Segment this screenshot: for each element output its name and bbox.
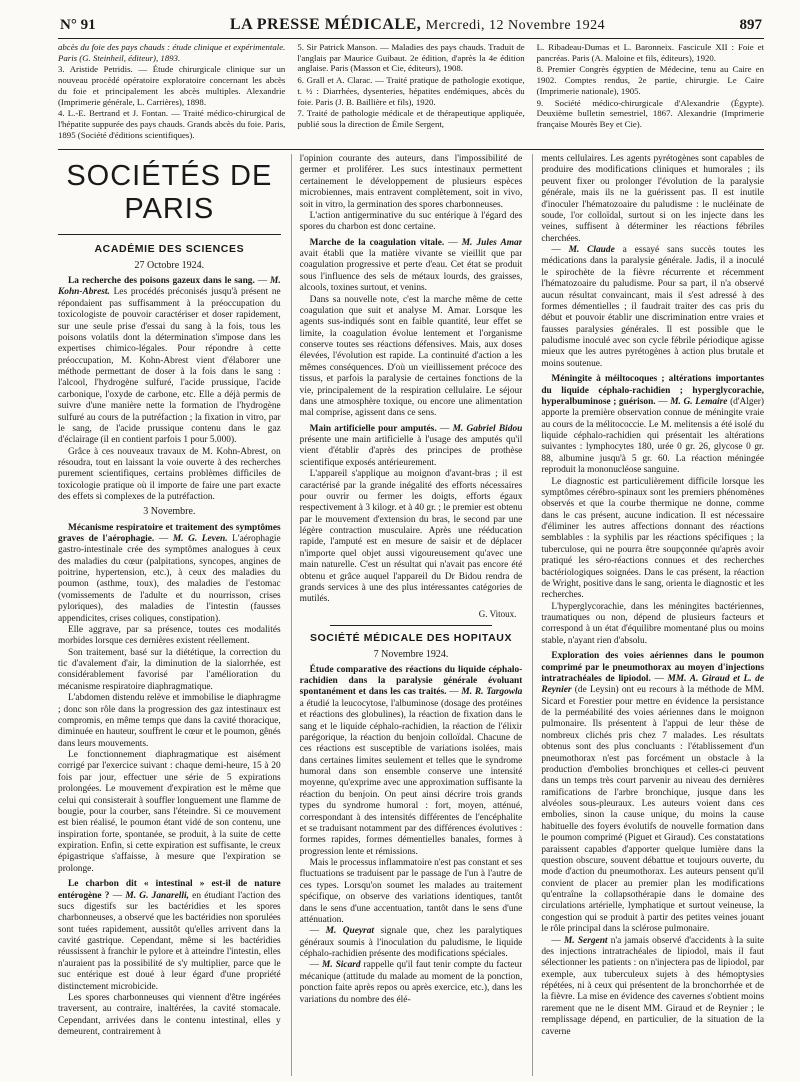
paragraph: — M. Sergent n'a jamais observé d'accidents à la suite des injections intratrachéales de lipiodol, mais il faut sélectionner les patients : on n'injectera pas de lipiodol, par exemple, aux tuberculeux sujets à des hémoptysies répétées, ni à ceux qui présentent de la bronchorrhée et de la fièvre. La mise en évidence des cavernes s'obtient moins rarement que ne le disent MM. Giraud et de Reynier ; le remplissage dépend, en particulier, de la situation de la caverne	[541, 935, 765, 1037]
paragraph: — M. Claude a essayé sans succès toutes les médications dans la paralysie générale. Jadis, il a inoculé le spirochète de la fièvre récurrente et récemment l'hématozoaire du paludisme. Pour sa part, il n'a observé aucun résultat convaincant, mais il s'est adressé à des formes démentielles ; il faudrait traiter des cas pris du début et pouvoir établir une discrimination entre vraies et fausses paralysies générales. Il est possible que le paludisme inoculé avec son cycle fébrile périodique agisse mieux que les autres pyrétogènes à action plus brutale et moins soutenue.	[541, 245, 765, 369]
paragraph: L'appareil s'applique au moignon d'avant-bras ; il est caractérisé par la grande inégalité des efforts nécessaires pour ouvrir ou fermer les doigts, efforts égaux respectivement à 3 kilogr. et à 40 gr. ; le premier est obtenu par le mouvement d'extension du bras, le second par une légère contraction musculaire. Après une rééducation rapide, l'amputé est en mesure de saisir et de déplacer n'importe quel objet aussi vigoureusement qu'avec une main naturelle. C'est un résultat qui n'avait pas encore été obtenu et grâce auquel l'appareil du Dr Bidou rendra de grands services à une des plus intéressantes catégories de mutilés.	[299, 469, 523, 605]
society-title: ACADÉMIE DES SCIENCES	[94, 243, 245, 255]
body-column-2	[291, 154, 523, 1076]
paragraph: L'hyperglycorachie, dans les méningites bactériennes, traumatiques ou non, dépend de plusieurs facteurs et correspond à un état d'équilibre momentané plus ou moins stable, n'ayant rien d'absolu.	[541, 601, 765, 646]
reference-entry: 9. Société médico-chirurgicale d'Alexandrie (Égypte). Deuxième bulletin semestriel, 1867. Alexandrie (Imprimerie française Mourès Bey et Cie).	[536, 97, 764, 130]
paragraph: Mais le processus inflammatoire n'est pas constant et ses fluctuations se traduisent par le passage de l'un à l'autre de ces types. Lorsqu'on soumet les malades au traitement spécifique, on observe des variations identiques, tantôt dans le sens d'une accentuation, tantôt dans le sens d'une atténuation.	[299, 858, 523, 925]
paragraph: Mécanisme respiratoire et traitement des symptômes graves de l'aérophagie. — M. G. Leven. L'aérophagie gastro-intestinale crée des symptômes analogues à ceux des maladies du cœur (palpitations, syncopes, angines de poitrine, hypertension, etc.), à ceux des maladies du poumon (asthme, toux), des maladies de l'estomac (vomissements de l'adulte et du nourrisson, crises pyloriques), des maladies de l'intestin (fausses appendicites, crises coliques, constipation).	[58, 522, 281, 624]
section-masthead: SOCIÉTÉS DE PARIS	[58, 160, 281, 235]
reference-entry: abcès du foie des pays chauds : étude clinique et expérimentale. Paris (G. Steinheil, éditeur), 1893.	[58, 42, 286, 63]
paragraph: Exploration des voies aériennes dans le poumon comprimé par le pneumothorax au moyen d'injections intratrachéales de lipiodol. — MM. A. Giraud et L. de Reynier (de Leysin) ont eu recours à la méthode de MM. Sicard et Forestier pour mettre en évidence la persistance de la perméabilité des voies aériennes dans le moignon pulmonaire. Ils présentent à l'appui de leur thèse de nombreux clichés pris chez 7 malades. Les résultats obtenus sont des plus concluants : l'établissement d'un pneumothorax n'est pas forcément un obstacle à la production d'embolies bronchiques et celles-ci peuvent dans un temps très court parvenir au niveau des dernières ramifications de l'arbre bronchique, jusque dans les alvéoles sous-pleuraux. Les auteurs voient dans ces embolies, sinon la cause unique, du moins la cause habituelle des foyers évolutifs de nouvelle formation dans le poumon comprimé (Piguet et Giraud). Ces constatations paraissent capables d'apporter quelque lumière dans la question obscure, souvent débattue et toujours ouverte, du mode d'action du pneumothorax. Les auteurs pensent qu'il convient de placer au premier plan les modifications qu'entraîne la collapsothérapie dans le domaine des circulations artérielle, lymphatique et surtout veineuse, la congestion qui se produit à partir des petites veines jouant le rôle principal dans la sclérose pulmonaire.	[541, 651, 765, 935]
article-heading: Mécanisme respiratoire et traitement des symptômes graves de l'aérophagie.	[58, 522, 281, 544]
article-heading: Le charbon dit « intestinal » est-il de nature entérogène ?	[58, 879, 281, 901]
paragraph: Dans sa nouvelle note, c'est la marche même de cette coagulation que suit et analyse M. Amar. Lorsque les agents sus-indiqués sont en faible quantité, leur effet se limite, la coagulation évolue lentement et l'organisme conserve toutes ses réactions défensives. Mais, aux doses élevées, l'évolution est rapide. La continuité d'action a les mêmes conséquences. D'où un vieillissement précoce des tissus, et parfois la paralysie de certaines fonctions de la vie, principalement de la respiration cellulaire. Le séjour dans une atmosphère toxique, ou encore une alimentation mal comprise, agissent dans ce sens.	[299, 294, 523, 419]
session-date: 7 Novembre 1924.	[373, 648, 449, 660]
author-name: M. Queyrat	[325, 926, 374, 937]
reference-entry: 5. Sir Patrick Manson. — Maladies des pays chauds. Traduit de l'anglais par Maurice Guibaut. 2e édition, d'après la 4e édition anglaise. Paris (Masson et Cie, éditeurs), 1908.	[297, 42, 525, 74]
reference-entry: 7. Traité de pathologie médicale et de thérapeutique appliquée, publié sous la direction de Émile Sergent,	[297, 108, 525, 130]
author-name: MM. A. Giraud et L. de Reynier	[541, 673, 765, 696]
article-body	[58, 154, 764, 1076]
author-name: M. Claude	[568, 245, 615, 255]
bibliography-rule	[58, 149, 764, 150]
paragraph: Le fonctionnement diaphragmatique est aisément corrigé par l'exercice suivant : chaque demi-heure, 15 à 20 fois par jour, effectuer une série de 5 expirations prolongées. Le mouvement d'expiration est le même que celui qui consisterait à souffler longuement une flamme de bougie, pour la courber, sans l'éteindre. Si ce mouvement est bien réalisé, le poumon étant vidé de son contenu, une inspiration forte, spontanée, se produit, à la suite de cette expiration. Enfin, si cette expiration est suffisante, le creux épigastrique s'affaisse, à mesure que l'expiration se prolonge.	[58, 750, 281, 874]
article-heading: Étude comparative des réactions du liquide céphalo-rachidien dans la paralysie générale évoluant spontanément et dans les cas traités.	[299, 664, 523, 698]
paragraph: Le charbon dit « intestinal » est-il de nature entérogène ? — M. G. Janarelli, en étudiant l'action des sucs digestifs sur les bactéridies et les spores charbonneuses, a observé que les bactéridies non sporulées sont tuées rapidement, aussitôt qu'elles arrivent dans la cavité gastrique. Cependant, même si les bactéridies réussissent à franchir le pylore et à atteindre l'intestin, elles n'auraient pas la possibilité de s'y multiplier, parce que le suc entérique est doué à leur égard d'une propriété distinctement microbicide.	[58, 879, 281, 992]
author-name: M. Jules Amar	[461, 237, 523, 248]
author-name: M. G. Janarelli,	[125, 890, 189, 901]
author-name: M. R. Targowla	[461, 687, 523, 698]
paragraph: Le diagnostic est particulièrement difficile lorsque les symptômes cérébro-spinaux sont les premiers phénomènes observés et que la courbe thermique ne donne, comme dans le cas présent, aucune indication. Il est nécessaire d'éliminer les autres affections donnant des réactions semblables : la syphilis par les réactions spécifiques ; la tuberculose, qui ne pourra être soupçonnée qu'après avoir pratiqué les séro-réactions connues et des recherches bactériologiques soignées. Dans le cas présent, la réaction de Wright, positive dans le sang, orienta le diagnostic et les recherches.	[541, 476, 765, 601]
bibliography-column-2	[297, 42, 524, 146]
paragraph: — M. Queyrat signale que, chez les paralytiques généraux soumis à l'inoculation du paludisme, le liquide céphalo-rachidien présente des modifications spéciales.	[299, 926, 523, 959]
paragraph: Méningite à méiltocoques ; altérations importantes du liquide céphalo-rachidien ; hyperglycorachie, hyperalbuminose ; guérison. — M. G. Lemaire (d'Alger) apporte la première observation connue de méningite vraie au cours de la mélitococcie. Le M. melitensis a été isolé du liquide céphalo-rachidien qui présentait les altérations suivantes : lymphocytes 180, urée 0 gr. 26, glycose 0 gr. 88, albumine jusqu'à 5 gr. 60. La réaction méningée reproduit la mononucléose sanguine.	[541, 374, 765, 476]
paragraph: l'opinion courante des auteurs, dans l'impossibilité de germer et proliférer. Les sucs intestinaux permettent certainement le développement de plusieurs espèces microbiennes, mais entravent complètement, soit in vivo, soit in vitro, la germination des spores charbonneuses.	[299, 154, 523, 210]
society-title: SOCIÉTÉ MÉDICALE DES HOPITAUX	[309, 631, 513, 644]
author-name: M. Sicard	[321, 960, 361, 971]
paragraph: Étude comparative des réactions du liquide céphalo-rachidien dans la paralysie générale évoluant spontanément et dans les cas traités. — M. R. Targowla a étudié la leucocytose, l'albuminose (dosage des protéines et réactions des globulines), la réaction de fixation dans le sang et le liquide céphalo-rachidien, la réaction de l'élixir parégorique, la réaction du benjoin colloïdal. Chacune de ces réactions est susceptible de variations isolées, mais dans certaines limites seulement et telles que le syndrome humoral dans son ensemble conserve une intensité moyenne, qu'exprime avec une approximation suffisante la réaction du benjoin. On peut ainsi décrire trois grands types du syndrome humoral : fort, moyen, atténué, correspondant à des intensités différentes de l'encéphalite et se traduisant notamment par des différences évolutives : formes rapides, formes démentielles banales, formes à progression lente et rémissions.	[299, 664, 523, 857]
reference-entry: 8. Premier Congrès égyptien de Médecine, tenu au Caire en 1902. Comptes rendus, 2e partie, chirurgie. Le Caire (Imprimerie nationale), 1905.	[536, 64, 764, 96]
article-heading: La recherche des poisons gazeux dans le sang.	[68, 276, 255, 286]
paragraph: — M. Sicard rappelle qu'il faut tenir compte du facteur mécanique (attitude du malade au moment de la ponction, ponction faite après repos ou après exercice, etc.), dans les variations du nombre des élé-	[299, 960, 523, 1005]
issue-date: Mercredi, 12 Novembre 1924	[425, 18, 606, 33]
reference-entry: 3. Aristide Petridis. — Étude chirurgicale clinique sur un nouveau procédé opératoire exploratoire concernant les abcès du foie et principalement les abcès multiples. Alexandrie (Imprimerie générale, L. Carrières), 1898.	[58, 64, 286, 107]
paragraph: L'abdomen distendu relève et immobilise le diaphragme ; donc son rôle dans la progression des gaz intestinaux est compromis, en même temps que dans la cavité thoracique, diminuée en hauteur, souffrent le cœur et le poumon, gênés dans leurs mouvements.	[58, 693, 281, 749]
bibliography-column-3	[537, 42, 764, 146]
article-heading: Marche de la coagulation vitale.	[309, 237, 445, 248]
section-divider	[330, 625, 493, 626]
paragraph: Les spores charbonneuses qui viennent d'être ingérées traversent, au contraire, inaltérées, la cavité stomacale. Cependant, arrivées dans le contenu intestinal, elles y demeurent, contrairement à	[58, 992, 281, 1038]
signature: G. Vitoux.	[478, 608, 517, 619]
paragraph: Grâce à ces nouveaux travaux de M. Kohn-Abrest, on résoudra, tout en laissant la voie ouverte à des recherches purement scientifiques, certains problèmes difficiles de toxicologie pratique où il importe de faire une part exacte des effets si complexes de la putréfaction.	[58, 446, 281, 503]
column-text	[541, 154, 764, 1038]
column-text	[300, 665, 523, 1006]
session-date: 3 Novembre.	[143, 505, 196, 517]
issue-number: N° 91	[60, 17, 96, 33]
reference-entry: 6. Grall et A. Clarac. — Traité pratique de pathologie exotique, t. ½ : Diarrhées, dysenteries, hépatites endémiques, abcès du foie. Paris (J. B. Baillière et fils), 1920.	[297, 75, 525, 107]
bibliography-block	[58, 42, 764, 146]
paragraph: Elle aggrave, par sa présence, toutes ces modalités morbides lorsque ces dernières existent réellement.	[58, 624, 281, 647]
paragraph: Son traitement, basé sur la diététique, la correction du tic d'avalement d'air, la diminution de la sialorrhée, est considérablement favorisé par l'amélioration du mécanisme respiratoire diaphragmatique.	[58, 647, 281, 692]
author-name: M. G. Lemaire	[670, 396, 728, 407]
paragraph: Marche de la coagulation vitale. — M. Jules Amar avait établi que la matière vivante se vieillit que par coagulation progressive et perte d'eau. Cet état se produit sous l'influence des sels de métaux lourds, des graisses, alcools, toxines surtout, et venins.	[299, 237, 523, 294]
body-column-3	[532, 154, 764, 1076]
column-text	[58, 276, 281, 1038]
author-name: M. G. Leven.	[172, 533, 228, 544]
author-name: M. Sergent	[563, 935, 608, 946]
reference-entry: L. Ribadeau-Dumas et L. Baronneix. Fascicule XII : Foie et pancréas. Paris (A. Maloine et fils, éditeurs), 1920.	[536, 42, 764, 63]
body-column-1	[58, 154, 281, 1076]
author-name: M. Gabriel Bidou	[452, 423, 523, 434]
column-text	[300, 154, 523, 606]
paragraph: ments cellulaires. Les agents pyrétogènes sont capables de produire des modifications cliniques et humorales ; ils peuvent fixer ou prolonger l'évolution de la paralysie générale, mais ils ne la guérissent pas. Il est inutile d'inoculer l'hématozoaire du paludisme : le nucléinate de soude, l'or colloïdal, surtout si on les injecte dans les veines, suffisent à déterminer les réactions fébriles cherchées.	[541, 154, 765, 244]
reference-entry: 4. L.-E. Bertrand et J. Fontan. — Traité médico-chirurgical de l'hépatite suppurée des pays chauds. Grands abcès du foie. Paris, 1895 (Société d'éditions scientifiques).	[58, 108, 286, 140]
article-heading: Main artificielle pour amputés.	[309, 423, 437, 434]
paragraph: La recherche des poisons gazeux dans le sang. — M. Kohn-Abrest. Les procédés préconisés jusqu'à présent ne répondaient pas suffisamment à la préoccupation du toxicologiste de pouvoir caractériser et doser rapidement, sur une seule prise d'essai du sang à la fois, tous les poisons volatils dont la détermination s'impose dans les expertises chimico-légales. Pour répondre à cette préoccupation, M. Kohn-Abrest vient d'élaborer une méthode permettant de doser à la fois dans le sang : l'alcool, l'hydrogène sulfuré, l'acide prussique, l'acide carbonique, l'oxyde de carbone, etc. Elle a déjà permis de suivre d'une manière nette la formation de l'hydrogène sulfuré au cours de la putréfaction ; la fixation in vitro, par le sang, de l'acide prussique contenu dans le gaz d'éclairage (il en contient parfois 1 pour 5.000).	[58, 276, 281, 446]
page-number: 897	[739, 17, 762, 33]
journal-title: LA PRESSE MÉDICALE, Mercredi, 12 Novembre 1924	[229, 16, 606, 33]
header-rule	[58, 38, 764, 39]
paragraph: Main artificielle pour amputés. — M. Gabriel Bidou présente une main artificielle à l'usage des amputés qu'il vient d'établir d'après des principes de prothèse scientifique exposés antérieurement.	[299, 423, 523, 468]
paragraph: L'action antigerminative du suc entérique à l'égard des spores du charbon est donc certaine.	[299, 210, 523, 233]
article-heading: Méningite à méiltocoques ; altérations importantes du liquide céphalo-rachidien ; hyperglycorachie, hyperalbuminose ; guérison.	[541, 374, 765, 407]
article-heading: Exploration des voies aériennes dans le poumon comprimé par le pneumothorax au moyen d'injections intratrachéales de lipiodol.	[541, 651, 765, 684]
bibliography-column-1	[58, 42, 285, 146]
page-header	[60, 16, 762, 38]
session-date: 27 Octobre 1924.	[134, 260, 205, 271]
author-name: M. Kohn-Abrest.	[58, 276, 281, 298]
